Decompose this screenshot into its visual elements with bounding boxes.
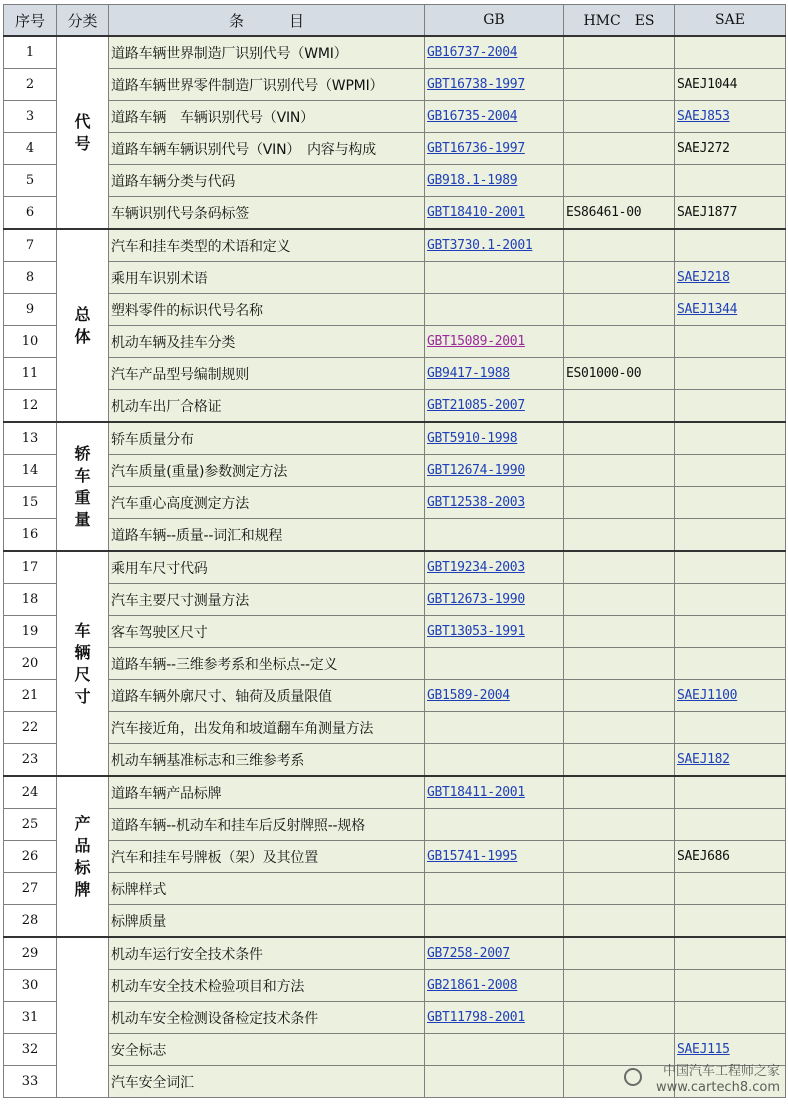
hmc-es-standard-cell (564, 744, 675, 777)
item-title: 道路车辆车辆识别代号（VIN） 内容与构成 (109, 133, 425, 165)
gb-standard-link[interactable]: GBT15089-2001 (427, 334, 525, 349)
gb-standard-link[interactable]: GBT11798-2001 (427, 1010, 525, 1025)
hmc-es-standard-cell (564, 841, 675, 873)
sae-standard-cell (675, 873, 786, 905)
item-title: 汽车产品型号编制规则 (109, 358, 425, 390)
gb-standard-cell (425, 422, 564, 455)
table-row (4, 584, 786, 616)
table-row (4, 133, 786, 165)
category-cell (57, 36, 109, 229)
table-row (4, 1002, 786, 1034)
row-number: 20 (4, 648, 57, 680)
hmc-es-standard-text: ES01000-00 (566, 366, 642, 381)
gb-standard-link[interactable]: GBT19234-2003 (427, 560, 525, 575)
row-number: 33 (4, 1066, 57, 1098)
gb-standard-link[interactable]: GBT16736-1997 (427, 141, 525, 156)
table-row (4, 165, 786, 197)
watermark-title: 中国汽车工程师之家 (662, 1064, 780, 1079)
hmc-es-standard-text: ES86461-00 (566, 205, 642, 220)
table-row (4, 937, 786, 970)
gb-standard-cell (425, 197, 564, 230)
sae-standard-cell (675, 294, 786, 326)
gb-standard-link[interactable]: GBT12673-1990 (427, 592, 525, 607)
header-category: 分类 (57, 5, 109, 37)
gb-standard-cell (425, 744, 564, 777)
gb-standard-link[interactable]: GB16737-2004 (427, 45, 518, 60)
gb-standard-cell (425, 101, 564, 133)
gb-standard-cell (425, 970, 564, 1002)
item-title: 道路车辆 车辆识别代号（VIN） (109, 101, 425, 133)
item-title: 道路车辆--质量--词汇和规程 (109, 519, 425, 552)
hmc-es-standard-cell (564, 616, 675, 648)
gb-standard-link[interactable]: GB1589-2004 (427, 688, 510, 703)
gb-standard-cell (425, 390, 564, 423)
gb-standard-cell (425, 584, 564, 616)
hmc-es-standard-cell (564, 648, 675, 680)
gb-standard-link[interactable]: GBT18410-2001 (427, 205, 525, 220)
item-title: 轿车质量分布 (109, 422, 425, 455)
sae-standard-text: SAEJ686 (677, 849, 730, 864)
hmc-es-standard-cell (564, 197, 675, 230)
row-number: 26 (4, 841, 57, 873)
gb-standard-cell (425, 712, 564, 744)
category-label: 产品标牌 (74, 813, 91, 899)
item-title: 乘用车识别术语 (109, 262, 425, 294)
gb-standard-cell (425, 358, 564, 390)
sae-standard-cell (675, 841, 786, 873)
sae-standard-cell (675, 487, 786, 519)
sae-standard-link[interactable]: SAEJ218 (677, 270, 730, 285)
category-label: 车辆尺寸 (74, 620, 91, 706)
category-cell (57, 551, 109, 776)
table-row (4, 487, 786, 519)
sae-standard-cell (675, 69, 786, 101)
header-row (4, 5, 786, 37)
row-number: 30 (4, 970, 57, 1002)
gb-standard-link[interactable]: GBT12538-2003 (427, 495, 525, 510)
hmc-es-standard-cell (564, 584, 675, 616)
gb-standard-link[interactable]: GBT16738-1997 (427, 77, 525, 92)
row-number: 13 (4, 422, 57, 455)
wechat-badge-icon (624, 1068, 642, 1086)
hmc-es-standard-cell (564, 937, 675, 970)
gb-standard-cell (425, 262, 564, 294)
sae-standard-text: SAEJ272 (677, 141, 730, 156)
gb-standard-link[interactable]: GBT3730.1-2001 (427, 238, 533, 253)
table-row (4, 422, 786, 455)
table-row (4, 294, 786, 326)
item-title: 道路车辆--三维参考系和坐标点--定义 (109, 648, 425, 680)
gb-standard-cell (425, 809, 564, 841)
gb-standard-cell (425, 487, 564, 519)
table-row (4, 551, 786, 584)
sae-standard-cell (675, 937, 786, 970)
header-item: 条 目 (109, 5, 425, 37)
sae-standard-cell (675, 616, 786, 648)
row-number: 23 (4, 744, 57, 777)
gb-standard-cell (425, 229, 564, 262)
sae-standard-text: SAEJ1877 (677, 205, 738, 220)
item-title: 道路车辆世界零件制造厂识别代号（WPMI） (109, 69, 425, 101)
hmc-es-standard-cell (564, 133, 675, 165)
row-number: 5 (4, 165, 57, 197)
item-title: 汽车接近角，出发角和坡道翻车角测量方法 (109, 712, 425, 744)
hmc-es-standard-cell (564, 809, 675, 841)
row-number: 6 (4, 197, 57, 230)
watermark (620, 1064, 780, 1098)
row-number: 18 (4, 584, 57, 616)
sae-standard-cell (675, 197, 786, 230)
row-number: 3 (4, 101, 57, 133)
sae-standard-cell (675, 680, 786, 712)
item-title: 道路车辆--机动车和挂车后反射牌照--规格 (109, 809, 425, 841)
gb-standard-cell (425, 551, 564, 584)
hmc-es-standard-cell (564, 326, 675, 358)
item-title: 机动车安全检测设备检定技术条件 (109, 1002, 425, 1034)
item-title: 机动车出厂合格证 (109, 390, 425, 423)
sae-standard-cell (675, 712, 786, 744)
item-title: 汽车质量(重量)参数测定方法 (109, 455, 425, 487)
row-number: 11 (4, 358, 57, 390)
item-title: 安全标志 (109, 1034, 425, 1066)
sae-standard-cell (675, 326, 786, 358)
table-row (4, 841, 786, 873)
category-label: 代号 (74, 111, 91, 153)
hmc-es-standard-cell (564, 36, 675, 69)
gb-standard-link[interactable]: GBT21085-2007 (427, 398, 525, 413)
sae-standard-link[interactable]: SAEJ115 (677, 1042, 730, 1057)
item-title: 乘用车尺寸代码 (109, 551, 425, 584)
hmc-es-standard-cell (564, 970, 675, 1002)
category-cell (57, 422, 109, 551)
row-number: 19 (4, 616, 57, 648)
row-number: 12 (4, 390, 57, 423)
item-title: 汽车和挂车号牌板（架）及其位置 (109, 841, 425, 873)
row-number: 1 (4, 36, 57, 69)
sae-standard-cell (675, 648, 786, 680)
hmc-es-standard-cell (564, 1002, 675, 1034)
table-row (4, 809, 786, 841)
row-number: 16 (4, 519, 57, 552)
hmc-es-standard-cell (564, 390, 675, 423)
gb-standard-cell (425, 776, 564, 809)
hmc-es-standard-cell (564, 519, 675, 552)
gb-standard-link[interactable]: GBT13053-1991 (427, 624, 525, 639)
sae-standard-cell (675, 229, 786, 262)
row-number: 25 (4, 809, 57, 841)
gb-standard-cell (425, 1002, 564, 1034)
sae-standard-link[interactable]: SAEJ853 (677, 109, 730, 124)
hmc-es-standard-cell (564, 680, 675, 712)
table-row (4, 648, 786, 680)
hmc-es-standard-cell (564, 229, 675, 262)
sae-standard-cell (675, 519, 786, 552)
gb-standard-link[interactable]: GB7258-2007 (427, 946, 510, 961)
table-row (4, 326, 786, 358)
gb-standard-link[interactable]: GB9417-1988 (427, 366, 510, 381)
hmc-es-standard-cell (564, 422, 675, 455)
gb-standard-link[interactable]: GB15741-1995 (427, 849, 518, 864)
item-title: 汽车主要尺寸测量方法 (109, 584, 425, 616)
row-number: 28 (4, 905, 57, 938)
table-row (4, 390, 786, 423)
category-cell (57, 937, 109, 1098)
gb-standard-cell (425, 841, 564, 873)
sae-standard-cell (675, 358, 786, 390)
item-title: 标牌样式 (109, 873, 425, 905)
gb-standard-link[interactable]: GBT5910-1998 (427, 431, 518, 446)
row-number: 15 (4, 487, 57, 519)
watermark-url: www.cartech8.com (656, 1080, 780, 1095)
gb-standard-cell (425, 165, 564, 197)
table-row (4, 229, 786, 262)
sae-standard-cell (675, 744, 786, 777)
item-title: 道路车辆世界制造厂识别代号（WMI） (109, 36, 425, 69)
item-title: 汽车重心高度测定方法 (109, 487, 425, 519)
sae-standard-cell (675, 455, 786, 487)
gb-standard-cell (425, 455, 564, 487)
gb-standard-cell (425, 69, 564, 101)
gb-standard-cell (425, 873, 564, 905)
item-title: 塑料零件的标识代号名称 (109, 294, 425, 326)
sae-standard-link[interactable]: SAEJ1100 (677, 688, 738, 703)
sae-standard-cell (675, 1002, 786, 1034)
gb-standard-cell (425, 36, 564, 69)
gb-standard-cell (425, 326, 564, 358)
item-title: 机动车运行安全技术条件 (109, 937, 425, 970)
sae-standard-cell (675, 165, 786, 197)
category-label: 轿车重量 (74, 443, 91, 529)
sae-standard-cell (675, 133, 786, 165)
sae-standard-cell (675, 390, 786, 423)
item-title: 标牌质量 (109, 905, 425, 938)
hmc-es-standard-cell (564, 1034, 675, 1066)
header-hmc-es: HMC ES (564, 5, 675, 37)
table-row (4, 776, 786, 809)
standards-table (3, 4, 786, 1098)
gb-standard-cell (425, 905, 564, 938)
item-title: 机动车辆基准标志和三维参考系 (109, 744, 425, 777)
sae-standard-cell (675, 551, 786, 584)
gb-standard-link[interactable]: GBT12674-1990 (427, 463, 525, 478)
row-number: 32 (4, 1034, 57, 1066)
hmc-es-standard-cell (564, 905, 675, 938)
sae-standard-link[interactable]: SAEJ1344 (677, 302, 738, 317)
sae-standard-link[interactable]: SAEJ182 (677, 752, 730, 767)
hmc-es-standard-cell (564, 873, 675, 905)
hmc-es-standard-cell (564, 551, 675, 584)
sae-standard-cell (675, 776, 786, 809)
row-number: 2 (4, 69, 57, 101)
item-title: 客车驾驶区尺寸 (109, 616, 425, 648)
category-cell (57, 229, 109, 422)
table-row (4, 455, 786, 487)
row-number: 22 (4, 712, 57, 744)
sae-standard-cell (675, 1034, 786, 1066)
table-row (4, 873, 786, 905)
gb-standard-link[interactable]: GB16735-2004 (427, 109, 518, 124)
gb-standard-cell (425, 133, 564, 165)
sae-standard-cell (675, 970, 786, 1002)
gb-standard-cell (425, 519, 564, 552)
item-title: 机动车辆及挂车分类 (109, 326, 425, 358)
table-row (4, 101, 786, 133)
item-title: 车辆识别代号条码标签 (109, 197, 425, 230)
hmc-es-standard-cell (564, 455, 675, 487)
gb-standard-cell (425, 937, 564, 970)
hmc-es-standard-cell (564, 165, 675, 197)
table-row (4, 616, 786, 648)
hmc-es-standard-cell (564, 294, 675, 326)
table-row (4, 197, 786, 230)
row-number: 29 (4, 937, 57, 970)
row-number: 4 (4, 133, 57, 165)
table-row (4, 519, 786, 552)
table-row (4, 970, 786, 1002)
gb-standard-link[interactable]: GB918.1-1989 (427, 173, 518, 188)
item-title: 道路车辆分类与代码 (109, 165, 425, 197)
hmc-es-standard-cell (564, 101, 675, 133)
gb-standard-cell (425, 294, 564, 326)
gb-standard-cell (425, 680, 564, 712)
sae-standard-cell (675, 809, 786, 841)
hmc-es-standard-cell (564, 69, 675, 101)
row-number: 7 (4, 229, 57, 262)
table-row (4, 744, 786, 777)
table-row (4, 1034, 786, 1066)
header-no: 序号 (4, 5, 57, 37)
header-gb: GB (425, 5, 564, 37)
table-row (4, 680, 786, 712)
sae-standard-cell (675, 905, 786, 938)
row-number: 10 (4, 326, 57, 358)
row-number: 21 (4, 680, 57, 712)
gb-standard-cell (425, 648, 564, 680)
table-row (4, 358, 786, 390)
category-cell (57, 776, 109, 937)
hmc-es-standard-cell (564, 487, 675, 519)
category-label: 总体 (74, 304, 91, 346)
table-row (4, 69, 786, 101)
gb-standard-cell (425, 1066, 564, 1098)
gb-standard-link[interactable]: GBT18411-2001 (427, 785, 525, 800)
table-row (4, 712, 786, 744)
row-number: 27 (4, 873, 57, 905)
item-title: 汽车和挂车类型的术语和定义 (109, 229, 425, 262)
sae-standard-text: SAEJ1044 (677, 77, 738, 92)
sae-standard-cell (675, 36, 786, 69)
sae-standard-cell (675, 422, 786, 455)
item-title: 道路车辆外廓尺寸、轴荷及质量限值 (109, 680, 425, 712)
sae-standard-cell (675, 101, 786, 133)
header-sae: SAE (675, 5, 786, 37)
table-row (4, 262, 786, 294)
row-number: 24 (4, 776, 57, 809)
sae-standard-cell (675, 262, 786, 294)
row-number: 9 (4, 294, 57, 326)
hmc-es-standard-cell (564, 358, 675, 390)
gb-standard-link[interactable]: GB21861-2008 (427, 978, 518, 993)
gb-standard-cell (425, 1034, 564, 1066)
hmc-es-standard-cell (564, 776, 675, 809)
item-title: 汽车安全词汇 (109, 1066, 425, 1098)
table-row (4, 905, 786, 938)
row-number: 17 (4, 551, 57, 584)
table-row (4, 36, 786, 69)
gb-standard-cell (425, 616, 564, 648)
item-title: 机动车安全技术检验项目和方法 (109, 970, 425, 1002)
row-number: 8 (4, 262, 57, 294)
sae-standard-cell (675, 584, 786, 616)
row-number: 14 (4, 455, 57, 487)
row-number: 31 (4, 1002, 57, 1034)
hmc-es-standard-cell (564, 262, 675, 294)
item-title: 道路车辆产品标牌 (109, 776, 425, 809)
hmc-es-standard-cell (564, 712, 675, 744)
